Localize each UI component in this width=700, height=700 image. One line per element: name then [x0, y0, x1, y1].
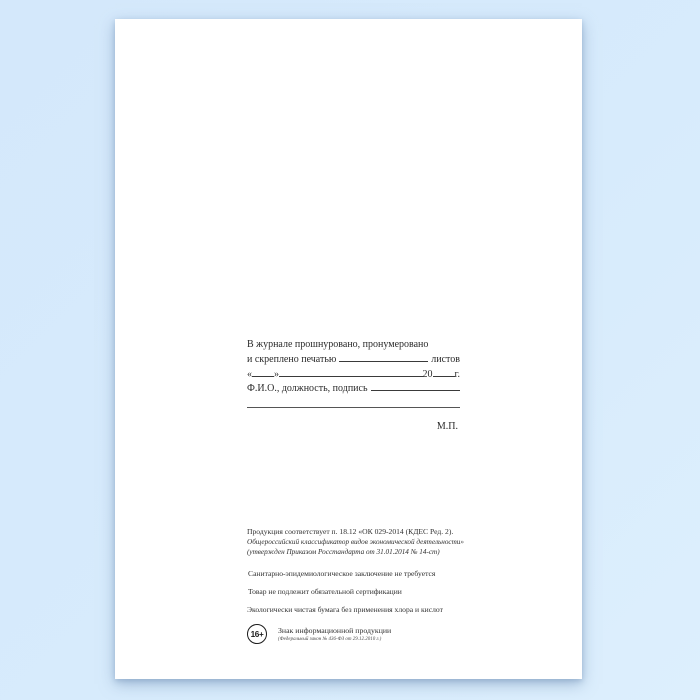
sheets-count-blank: [339, 352, 428, 362]
signature-prefix: Ф.И.О., должность, подпись: [247, 383, 368, 395]
year-blank: [433, 367, 455, 377]
stamp-line-4-signature: [247, 381, 460, 396]
compliance-line-3: (утвержден Приказом Росстандарта от 31.01.2014 № 14-ст): [247, 548, 440, 556]
age-16-plus-icon: 16+: [247, 624, 267, 644]
year-prefix: 20: [422, 368, 433, 380]
signature-blank: [371, 381, 460, 391]
age-mark-row: [247, 624, 469, 644]
stamp-line-2-suffix: листов: [431, 353, 460, 365]
certification-statement: Товар не подлежит обязательной сертификации: [248, 587, 402, 596]
age-mark-text: [278, 624, 391, 643]
document-page: [115, 19, 582, 679]
month-blank: [279, 367, 423, 377]
compliance-line-2: Общероссийский классификатор видов экономической деятельности»: [247, 538, 464, 546]
sanitary-statement: Санитарно-эпидемиологическое заключение не требуется: [248, 569, 436, 578]
age-mark-label: Знак информационной продукции: [278, 626, 392, 635]
stamp-line-2: [247, 352, 460, 367]
compliance-line-1: Продукция соответствует п. 18.12 «ОК 029-2014 (КДЕС Ред. 2).: [247, 527, 454, 536]
year-suffix: г.: [454, 368, 460, 380]
stamp-line-2-prefix: и скреплено печатью: [247, 353, 337, 365]
compliance-note: [247, 527, 469, 557]
date-close-quote: »: [274, 368, 279, 380]
stamp-line-1: В журнале прошнуровано, пронумеровано: [247, 339, 429, 350]
eco-paper-statement: Экологически чистая бумага без применения хлора и кислот: [247, 605, 443, 614]
day-blank: [252, 367, 274, 377]
age-mark-law-note: (Федеральный закон № 436-ФЗ от 29.12.2010 г.): [278, 636, 382, 642]
footer-block: [247, 527, 469, 644]
date-open-quote: «: [247, 368, 252, 380]
binding-stamp-block: [247, 339, 460, 434]
stamp-line-3-date: [247, 367, 460, 382]
stamp-place-label: М.П.: [436, 421, 458, 433]
signature-rule-line: [247, 407, 460, 408]
